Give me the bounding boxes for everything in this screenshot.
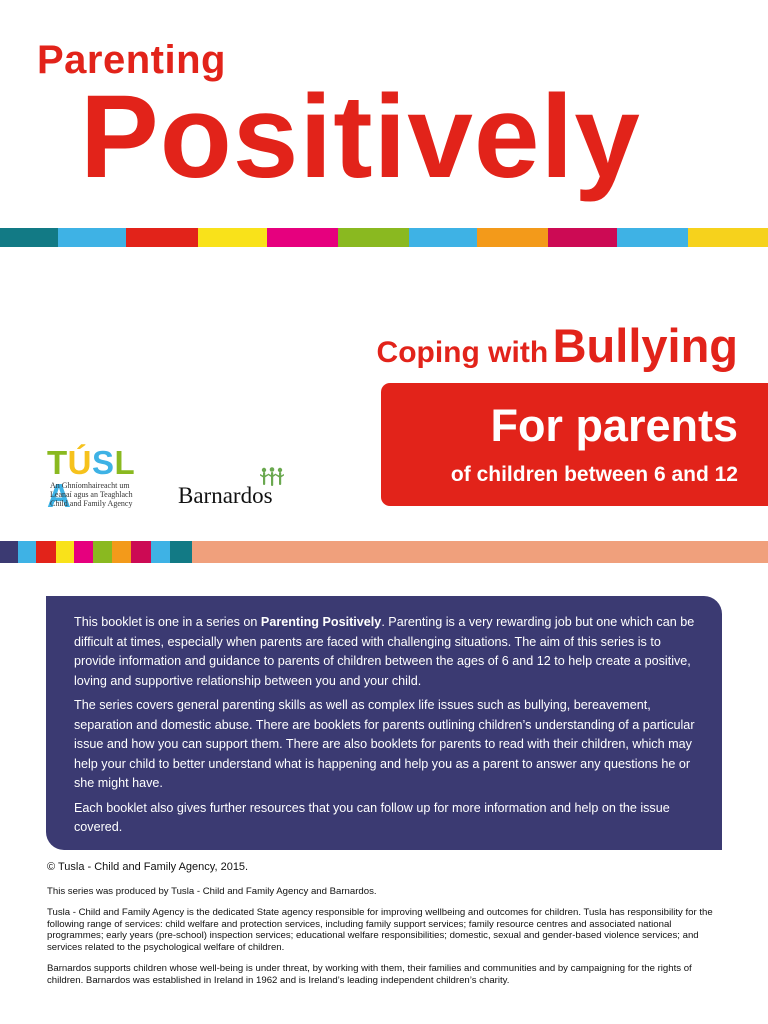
barnardos-wordmark: Barnardos: [178, 483, 273, 508]
barnardos-description: Barnardos supports children whose well-being is under threat, by working with them, their families and communities and by campaigning for the rights of children. Barnardos was established in Ireland in 1962 and is Ireland’s leading independent children’s charity.: [47, 963, 692, 986]
tusla-logo: [45, 446, 155, 512]
colour-stripe-bottom: [0, 541, 768, 563]
stripe-segment: [0, 541, 18, 563]
info-paragraph-2: The series covers general parenting skills as well as complex life issues such as bullying, bereavement, separation and domestic abuse. There are booklets for parents outlining children’s understanding of a particular issue and how you can support them. There are also booklets for parents to read with their children, which may help your child to better understand what is happening and help you as a parent to answer any questions he or she might have.: [74, 698, 695, 790]
stripe-segment: [56, 541, 74, 563]
stripe-segment: [338, 228, 409, 247]
booklet-subtitle: [376, 319, 738, 372]
tusla-description: Tusla - Child and Family Agency is the dedicated State agency responsible for improving wellbeing and outcomes for children. Tusla has responsibility for the following range of services: child welfare and protection services, including family support services; family resource centres and associated national programmes; early years (pre-school) inspection services; educational welfare responsibilities; domestic, sexual and gender-based violence services; and services related to the psychological welfare of children.: [47, 907, 713, 953]
production-credit: This series was produced by Tusla - Child and Family Agency and Barnardos.: [47, 885, 377, 897]
stripe-segment: [198, 228, 266, 247]
stripe-segment: [74, 541, 93, 563]
stripe-segment: [192, 541, 768, 563]
series-title-small: Parenting: [37, 38, 226, 82]
stripe-segment: [126, 228, 198, 247]
barnardos-logo: [178, 467, 308, 512]
stripe-segment: [617, 228, 688, 247]
copyright-notice: © Tusla - Child and Family Agency, 2015.: [47, 861, 249, 873]
stripe-segment: [18, 541, 36, 563]
stripe-segment: [0, 228, 58, 247]
info-p1-series-name: Parenting Positively: [260, 615, 382, 629]
stripe-segment: [170, 541, 192, 563]
stripe-segment: [36, 541, 56, 563]
tusla-line-1: An Ghníomhaireacht um: [50, 481, 130, 490]
subtitle-topic: Bullying: [552, 319, 738, 372]
stripe-segment: [93, 541, 112, 563]
stripe-segment: [58, 228, 126, 247]
subtitle-lead: Coping with: [376, 336, 549, 369]
tusla-line-2: Leanaí agus an Teaghlach: [50, 490, 133, 499]
series-info-box: [46, 596, 722, 850]
stripe-segment: [151, 541, 170, 563]
audience-subheading: of children between 6 and 12: [450, 463, 738, 486]
footer-notes: [47, 862, 727, 996]
series-title-big: Positively: [80, 71, 641, 203]
audience-heading: For parents: [490, 400, 738, 451]
info-p1-rest: . Parenting is a very rewarding job but one which can be difficult at times, especially when parents are faced with challenging situations. The aim of this series is to provide information and guidance to parents of children between the ages of 6 and 12 to help create a positive, loving and supportive relationship between you and your child.: [74, 615, 695, 688]
tusla-line-3: Child and Family Agency: [50, 499, 133, 508]
stripe-segment: [112, 541, 131, 563]
stripe-segment: [409, 228, 477, 247]
stripe-segment: [548, 228, 617, 247]
stripe-segment: [131, 541, 151, 563]
audience-banner: [381, 383, 768, 506]
info-p1-lead: This booklet is one in a series on: [74, 615, 261, 629]
stripe-segment: [267, 228, 338, 247]
stripe-segment: [477, 228, 548, 247]
colour-stripe-top: [0, 228, 768, 247]
stripe-segment: [688, 228, 768, 247]
series-info-text: [74, 613, 704, 843]
info-paragraph-1: [74, 613, 704, 691]
info-paragraph-3: Each booklet also gives further resources that you can follow up for more information and help on the issue covered.: [74, 800, 670, 834]
tusla-wordmark: TÚSLA: [47, 444, 136, 514]
